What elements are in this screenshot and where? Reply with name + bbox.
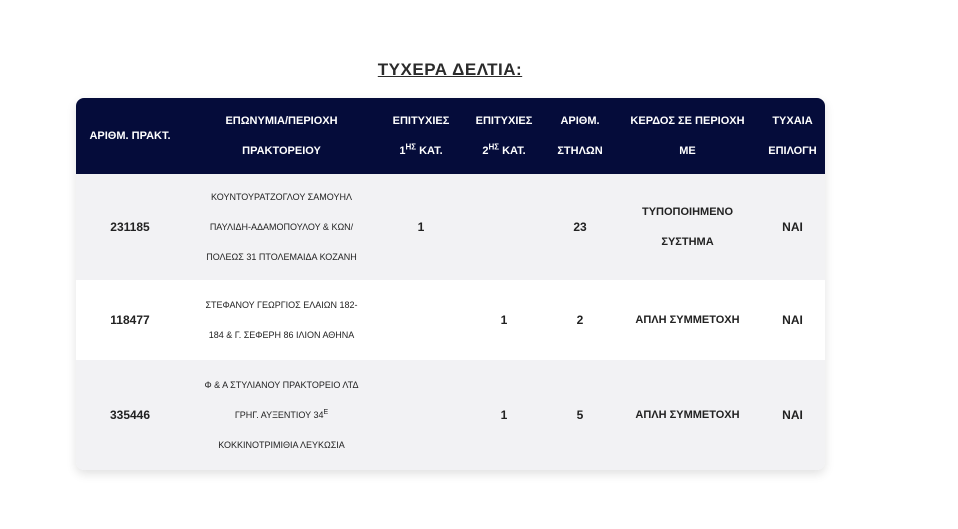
agency-name-line1: Φ & Α ΣΤΥΛΙΑΝΟΥ ΠΡΑΚΤΟΡΕΙΟ ΛΤΔ bbox=[204, 380, 359, 390]
results-table bbox=[76, 98, 825, 470]
cell-columns: 2 bbox=[545, 280, 615, 360]
agency-name-line3: ΚΟΚΚΙΝΟΤΡΙΜΙΘΙΑ ΛΕΥΚΩΣΙΑ bbox=[218, 440, 345, 450]
agency-name-line2-sup: Ε bbox=[323, 409, 329, 416]
header-agency-name bbox=[184, 98, 379, 174]
header-second-category bbox=[463, 98, 545, 174]
header-second-num: 2 bbox=[482, 145, 489, 157]
cell-columns: 23 bbox=[545, 174, 615, 280]
cell-first-category bbox=[379, 360, 463, 470]
header-gain-line2: ΜΕ bbox=[679, 145, 696, 157]
cell-first-category: 1 bbox=[379, 174, 463, 280]
header-agency-name-line1: ΕΠΩΝΥΜΙΑ/ΠΕΡΙΟΧΗ bbox=[225, 115, 338, 127]
header-second-sup: ΗΣ bbox=[488, 142, 500, 152]
gain-line1: ΤΥΠΟΠΟΙΗΜΕΝΟ bbox=[641, 206, 734, 218]
cell-random-pick: ΝΑΙ bbox=[760, 280, 825, 360]
table-row bbox=[76, 360, 825, 470]
agency-name-line1: ΣΤΕΦΑΝΟΥ ΓΕΩΡΓΙΟΣ ΕΛΑΙΩΝ 182- bbox=[205, 300, 358, 310]
header-first-category bbox=[379, 98, 463, 174]
header-first-rest: ΚΑΤ. bbox=[416, 145, 443, 157]
agency-name-line3: ΠΟΛΕΩΣ 31 ΠΤΟΛΕΜΑΙΔΑ ΚΟΖΑΝΗ bbox=[206, 252, 357, 262]
cell-agency-no: 335446 bbox=[76, 360, 184, 470]
cell-random-pick: ΝΑΙ bbox=[760, 174, 825, 280]
cell-gain-region: ΑΠΛΗ ΣΥΜΜΕΤΟΧΗ bbox=[615, 280, 760, 360]
cell-agency-name bbox=[184, 360, 379, 470]
table-body bbox=[76, 174, 825, 470]
cell-second-category bbox=[463, 174, 545, 280]
header-second-rest: ΚΑΤ. bbox=[499, 145, 526, 157]
header-first-num: 1 bbox=[399, 145, 406, 157]
cell-agency-name bbox=[184, 174, 379, 280]
cell-agency-no: 118477 bbox=[76, 280, 184, 360]
header-first-sup: ΗΣ bbox=[405, 142, 417, 152]
table-row bbox=[76, 174, 825, 280]
cell-gain-region bbox=[615, 174, 760, 280]
header-random-line2: ΕΠΙΛΟΓΗ bbox=[768, 145, 817, 157]
cell-second-category: 1 bbox=[463, 360, 545, 470]
agency-name-line1: ΚΟΥΝΤΟΥΡΑΤΖΟΓΛΟΥ ΣΑΜΟΥΗΛ bbox=[211, 192, 352, 202]
header-agency-no: ΑΡΙΘΜ. ΠΡΑΚΤ. bbox=[76, 98, 184, 174]
table-header bbox=[76, 98, 825, 174]
header-columns bbox=[545, 98, 615, 174]
cell-columns: 5 bbox=[545, 360, 615, 470]
agency-name-line2: ΓΡΗΓ. ΑΥΞΕΝΤΙΟΥ 34 bbox=[234, 410, 324, 420]
header-agency-name-line2: ΠΡΑΚΤΟΡΕΙΟΥ bbox=[242, 145, 321, 157]
cell-second-category: 1 bbox=[463, 280, 545, 360]
header-random-line1: ΤΥΧΑΙΑ bbox=[772, 115, 813, 127]
header-second-line1: ΕΠΙΤΥΧΙΕΣ bbox=[475, 115, 533, 127]
gain-line2: ΣΥΣΤΗΜΑ bbox=[661, 236, 714, 248]
cell-agency-no: 231185 bbox=[76, 174, 184, 280]
header-columns-line2: ΣΤΗΛΩΝ bbox=[557, 145, 603, 157]
header-first-line1: ΕΠΙΤΥΧΙΕΣ bbox=[392, 115, 450, 127]
winning-tickets-table bbox=[76, 98, 825, 470]
cell-agency-name bbox=[184, 280, 379, 360]
cell-first-category bbox=[379, 280, 463, 360]
agency-name-line2: ΠΑΥΛΙΔΗ-ΑΔΑΜΟΠΟΥΛΟΥ & ΚΩΝ/ bbox=[209, 222, 354, 232]
header-gain-line1: ΚΕΡΔΟΣ ΣΕ ΠΕΡΙΟΧΗ bbox=[630, 115, 745, 127]
agency-name-line2: 184 & Γ. ΣΕΦΕΡΗ 86 ΙΛΙΟΝ ΑΘΗΝΑ bbox=[208, 330, 355, 340]
page-title: ΤΥΧΕΡΑ ΔΕΛΤΙΑ: bbox=[377, 60, 523, 79]
header-gain-region bbox=[615, 98, 760, 174]
cell-gain-region: ΑΠΛΗ ΣΥΜΜΕΤΟΧΗ bbox=[615, 360, 760, 470]
header-columns-line1: ΑΡΙΘΜ. bbox=[560, 115, 600, 127]
header-random-pick bbox=[760, 98, 825, 174]
table-row bbox=[76, 280, 825, 360]
cell-random-pick: ΝΑΙ bbox=[760, 360, 825, 470]
